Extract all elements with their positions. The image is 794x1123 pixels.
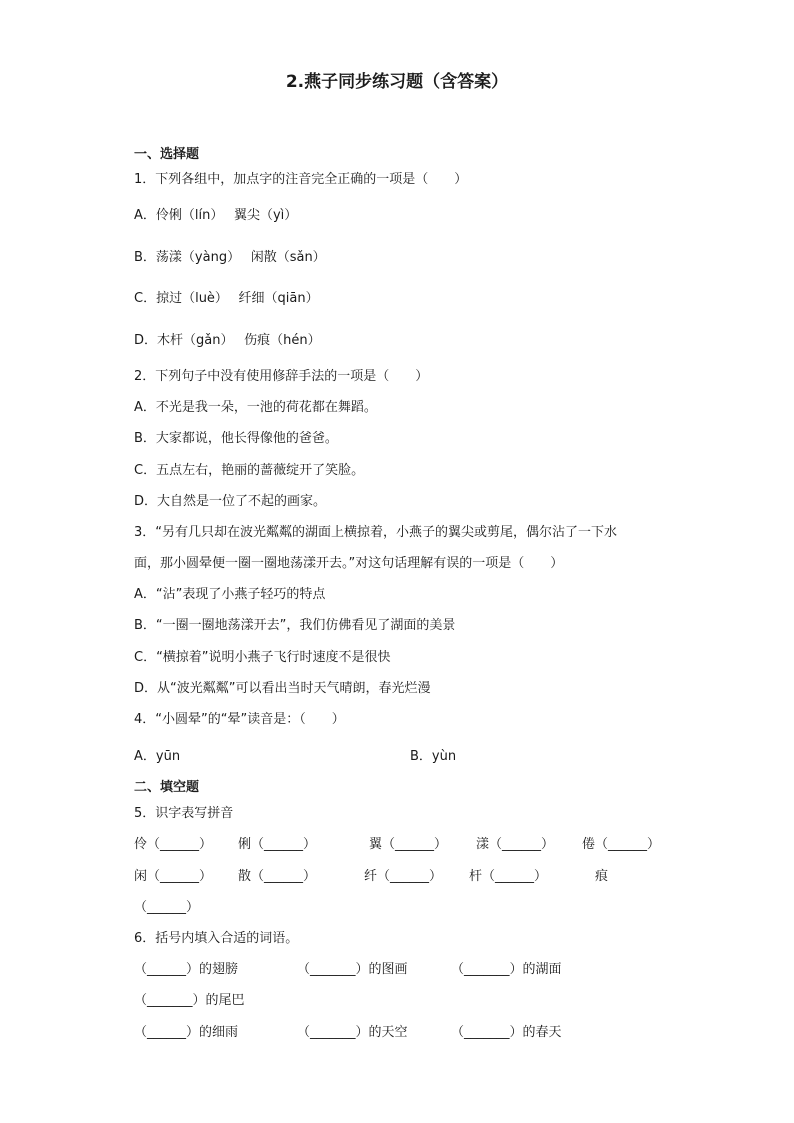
q5-blank[interactable]: 伶（______） (134, 837, 213, 852)
q5-stem: 5．识字表写拼音 (134, 806, 234, 821)
q6-blank[interactable]: （______）的翅膀 (134, 962, 239, 977)
q3-option-c: C．“横掠着”说明小燕子飞行时速度不是很快 (134, 650, 391, 665)
q1-option-a: A．伶俐（lín） 翼尖（yì） (134, 208, 298, 223)
q4-option-a: A．yūn (134, 749, 181, 764)
q6-blank[interactable]: （______）的细雨 (134, 1025, 239, 1040)
q5-blank[interactable]: 散（______） (238, 869, 317, 884)
q3-option-b: B．“一圈一圈地荡漾开去”，我们仿佛看见了湖面的美景 (134, 618, 456, 633)
page-title: 2.燕子同步练习题（含答案） (285, 72, 509, 92)
q6-blank[interactable]: （_______）的图画 (297, 962, 408, 977)
q2-option-d: D．大自然是一位了不起的画家。 (134, 494, 327, 509)
q3-stem-line1: 3．“另有几只却在波光粼粼的湖面上横掠着，小燕子的翼尖或剪尾，偶尔沾了一下水 (134, 525, 618, 540)
q5-blank[interactable]: 闲（______） (134, 869, 213, 884)
q4-stem: 4．“小圆晕”的“晕”读音是：（ ） (134, 712, 345, 727)
q5-blank[interactable]: 倦（______） (582, 837, 661, 852)
q2-option-b: B．大家都说，他长得像他的爸爸。 (134, 431, 338, 446)
q5-blank[interactable]: 翼（______） (369, 837, 448, 852)
q3-option-a: A．“沾”表现了小燕子轻巧的特点 (134, 587, 326, 602)
q2-option-c: C．五点左右，艳丽的蔷薇绽开了笑脸。 (134, 463, 365, 478)
section-fill-heading: 二、填空题 (134, 780, 200, 795)
q3-option-d: D．从“波光粼粼”可以看出当时天气晴朗，春光烂漫 (134, 681, 431, 696)
q5-blank[interactable]: （______） (134, 900, 200, 915)
q6-blank[interactable]: （_______）的尾巴 (134, 993, 245, 1008)
q1-option-b: B．荡漾（yàng） 闲散（sǎn） (134, 250, 326, 265)
q6-stem: 6．括号内填入合适的词语。 (134, 931, 299, 946)
q1-option-c: C．掠过（luè） 纤细（qiān） (134, 291, 319, 306)
q3-stem-line2: 面，那小圆晕便一圈一圈地荡漾开去。”对这句话理解有误的一项是（ ） (134, 556, 564, 571)
q1-stem: 1．下列各组中，加点字的注音完全正确的一项是（ ） (134, 172, 468, 187)
q2-option-a: A．不光是我一朵，一池的荷花都在舞蹈。 (134, 400, 377, 415)
q5-blank[interactable]: 杆（______） (469, 869, 548, 884)
q5-blank[interactable]: 俐（______） (238, 837, 317, 852)
q5-blank[interactable]: 纤（______） (364, 869, 443, 884)
q6-blank[interactable]: （_______）的春天 (451, 1025, 562, 1040)
section-choice-heading: 一、选择题 (134, 147, 200, 162)
q4-option-b: B．yùn (410, 749, 457, 764)
q1-option-d: D．木杆（gǎn） 伤痕（hén） (134, 333, 321, 348)
q2-stem: 2．下列句子中没有使用修辞手法的一项是（ ） (134, 369, 429, 384)
q5-char: 痕 (595, 869, 609, 884)
q5-blank[interactable]: 漾（______） (476, 837, 555, 852)
q6-blank[interactable]: （_______）的天空 (297, 1025, 408, 1040)
q6-blank[interactable]: （_______）的湖面 (451, 962, 562, 977)
